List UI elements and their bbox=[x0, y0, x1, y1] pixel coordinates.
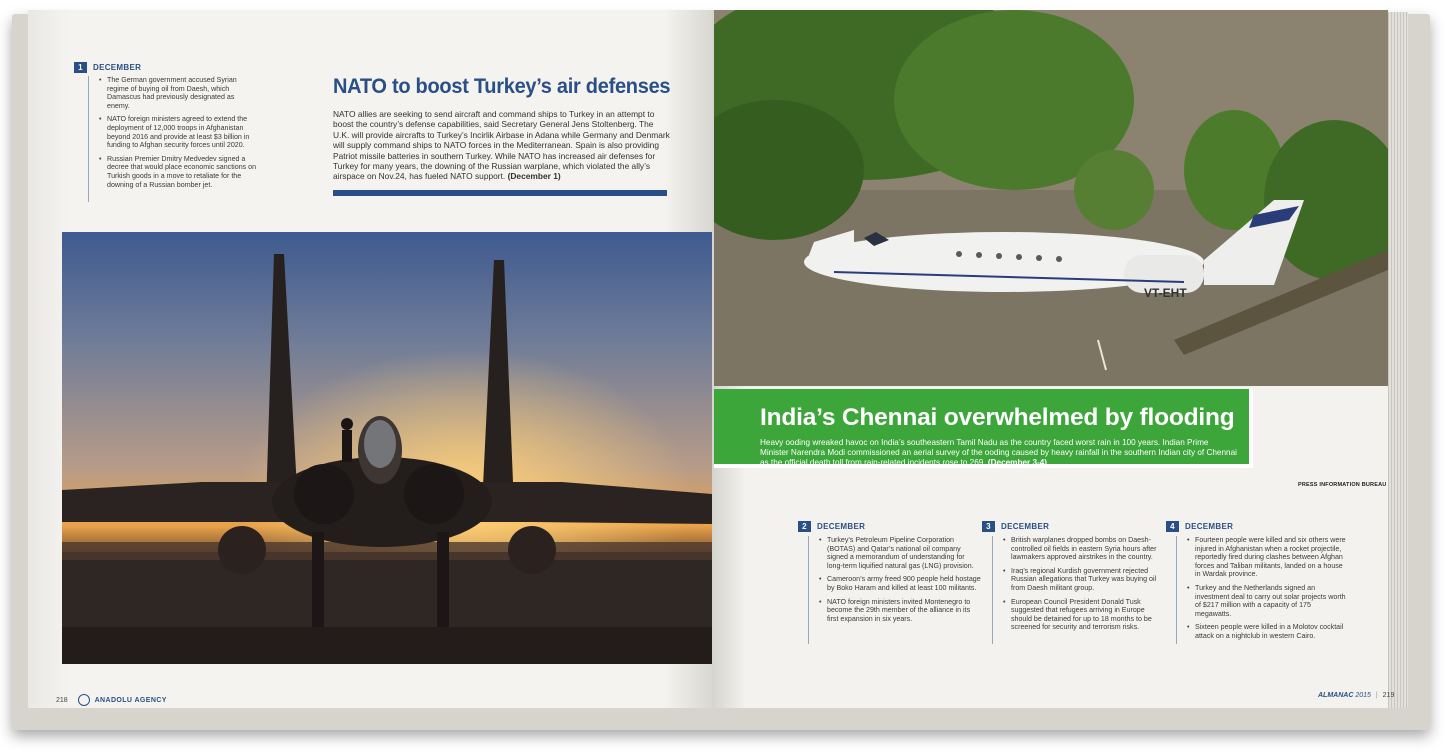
list-item: • The German government accused Syrian regime of buying oil from Daesh, which Damascus had previously designated as enemy. bbox=[99, 76, 257, 110]
list-item: • NATO foreign ministers agreed to extend the deployment of 12,000 troops in Afghanistan beyond 2016 and provide at least $3 billion in funding to Afghan security forces until 2020. bbox=[99, 115, 257, 149]
page-number-left: 218 bbox=[56, 696, 68, 704]
article-rule bbox=[333, 190, 667, 196]
day-month: DECEMBER bbox=[93, 63, 142, 72]
article-text: NATO allies are seeking to send aircraft and command ships to Turkey in an attempt to boost the country’s defense capabilities, said Secretary General Jens Stoltenberg. The U.K. will provide aircrafts to Turkey’s Incirlik Airbase in Adana while Germany and Denmark will supply command ships to NATO forces in the Mediterranean. Spain is also providing Patriot missile batteries in southern Turkey. While NATO has increased air defenses for Turkey for many years, the downing of the Russian warplane, which violated the ally’s airspace on Nov.24, has fueled NATO support. bbox=[333, 109, 670, 182]
day-number: 3 bbox=[982, 521, 995, 532]
article-date: (December 1) bbox=[507, 171, 561, 182]
page-number-right: 219 bbox=[1382, 692, 1395, 699]
list-item: • Turkey’s Petroleum Pipeline Corporation (BOTAS) and Qatar’s national oil company signed a memorandum of understanding for long-term liquified natural gas (LNG) provision. bbox=[819, 536, 981, 570]
list-item: • Cameroon’s army freed 900 people held hostage by Boko Haram and killed at least 100 militants. bbox=[819, 575, 981, 592]
plane-registration: VT-EHT bbox=[1144, 286, 1187, 300]
list-item: • Iraq’s regional Kurdish government rejected Russian allegations that Turkey was buying oil from Daesh militant group. bbox=[1003, 567, 1165, 593]
day-number: 4 bbox=[1166, 521, 1179, 532]
fighter-jet-photo bbox=[62, 232, 712, 664]
list-item: • European Council President Donald Tusk suggested that refugees arriving in Europe should be detained for up to 18 months to be screened for security and terrorism risks. bbox=[1003, 598, 1165, 632]
article-body bbox=[333, 109, 671, 182]
day-number: 2 bbox=[798, 521, 811, 532]
footer-divider: | bbox=[1375, 692, 1378, 699]
day-marker-3 bbox=[982, 521, 1049, 532]
list-item: • British warplanes dropped bombs on Daesh-controlled oil fields in eastern Syria hours after lawmakers approved airstrikes in the country. bbox=[1003, 536, 1165, 562]
day-marker-2 bbox=[798, 521, 865, 532]
article-headline: NATO to boost Turkey’s air defenses bbox=[333, 74, 671, 98]
flood-article-body bbox=[760, 438, 1238, 469]
flood-article-date: (December 3-4) bbox=[987, 458, 1048, 468]
left-footer bbox=[56, 694, 167, 706]
flooded-airport-illustration bbox=[714, 10, 1388, 386]
list-item: • Fourteen people were killed and six others were injured in Afghanistan when a rocket projectile, reportedly fired during clashes between Afghan forces and Taliban militants, landed on a house in Wardak province. bbox=[1187, 536, 1349, 579]
almanac-label: ALMANAC bbox=[1318, 692, 1354, 699]
flood-headline: India’s Chennai overwhelmed by flooding bbox=[760, 404, 1235, 431]
day-1-news-list bbox=[88, 76, 257, 202]
flooded-plane-photo bbox=[714, 10, 1388, 386]
page-edges bbox=[1388, 12, 1408, 708]
press-caption: PRESS INFORMATION BUREAU bbox=[1298, 482, 1387, 488]
day-month: DECEMBER bbox=[817, 522, 866, 531]
day-number: 1 bbox=[74, 62, 87, 73]
list-item: • Turkey and the Netherlands signed an investment deal to carry out solar projects worth of $217 million with a capacity of 175 megawatts. bbox=[1187, 584, 1349, 618]
brand-name: ANADOLU AGENCY bbox=[94, 696, 167, 704]
list-item: • NATO foreign ministers invited Montenegro to become the 29th member of the alliance in its first expansion in six years. bbox=[819, 598, 981, 624]
anadolu-logo-icon bbox=[78, 694, 90, 706]
day-2-news-list bbox=[808, 536, 981, 644]
right-footer bbox=[1318, 692, 1394, 699]
day-3-news-list bbox=[992, 536, 1165, 644]
day-month: DECEMBER bbox=[1001, 522, 1050, 531]
day-month: DECEMBER bbox=[1185, 522, 1234, 531]
list-item: • Sixteen people were killed in a Molotov cocktail attack on a nightclub in western Cairo. bbox=[1187, 623, 1349, 640]
fighter-jet-illustration bbox=[62, 232, 712, 664]
flood-article-text: Heavy ooding wreaked havoc on India’s southeastern Tamil Nadu as the country faced worst rain in 100 years. Indian Prime Minister Narendra Modi commissioned an aerial survey of the ooding caused by heavy rainfall in the southern Indian city of Chennai as the official death toll from rain-related incidents rose to 269. bbox=[760, 438, 1237, 468]
day-4-news-list bbox=[1176, 536, 1349, 644]
list-item: • Russian Premier Dmitry Medvedev signed a decree that would place economic sanctions on Turkish goods in a move to retaliate for the downing of a Russian bomber jet. bbox=[99, 155, 257, 189]
almanac-year: 2015 bbox=[1355, 692, 1371, 699]
day-marker-1 bbox=[74, 62, 141, 73]
day-marker-4 bbox=[1166, 521, 1233, 532]
